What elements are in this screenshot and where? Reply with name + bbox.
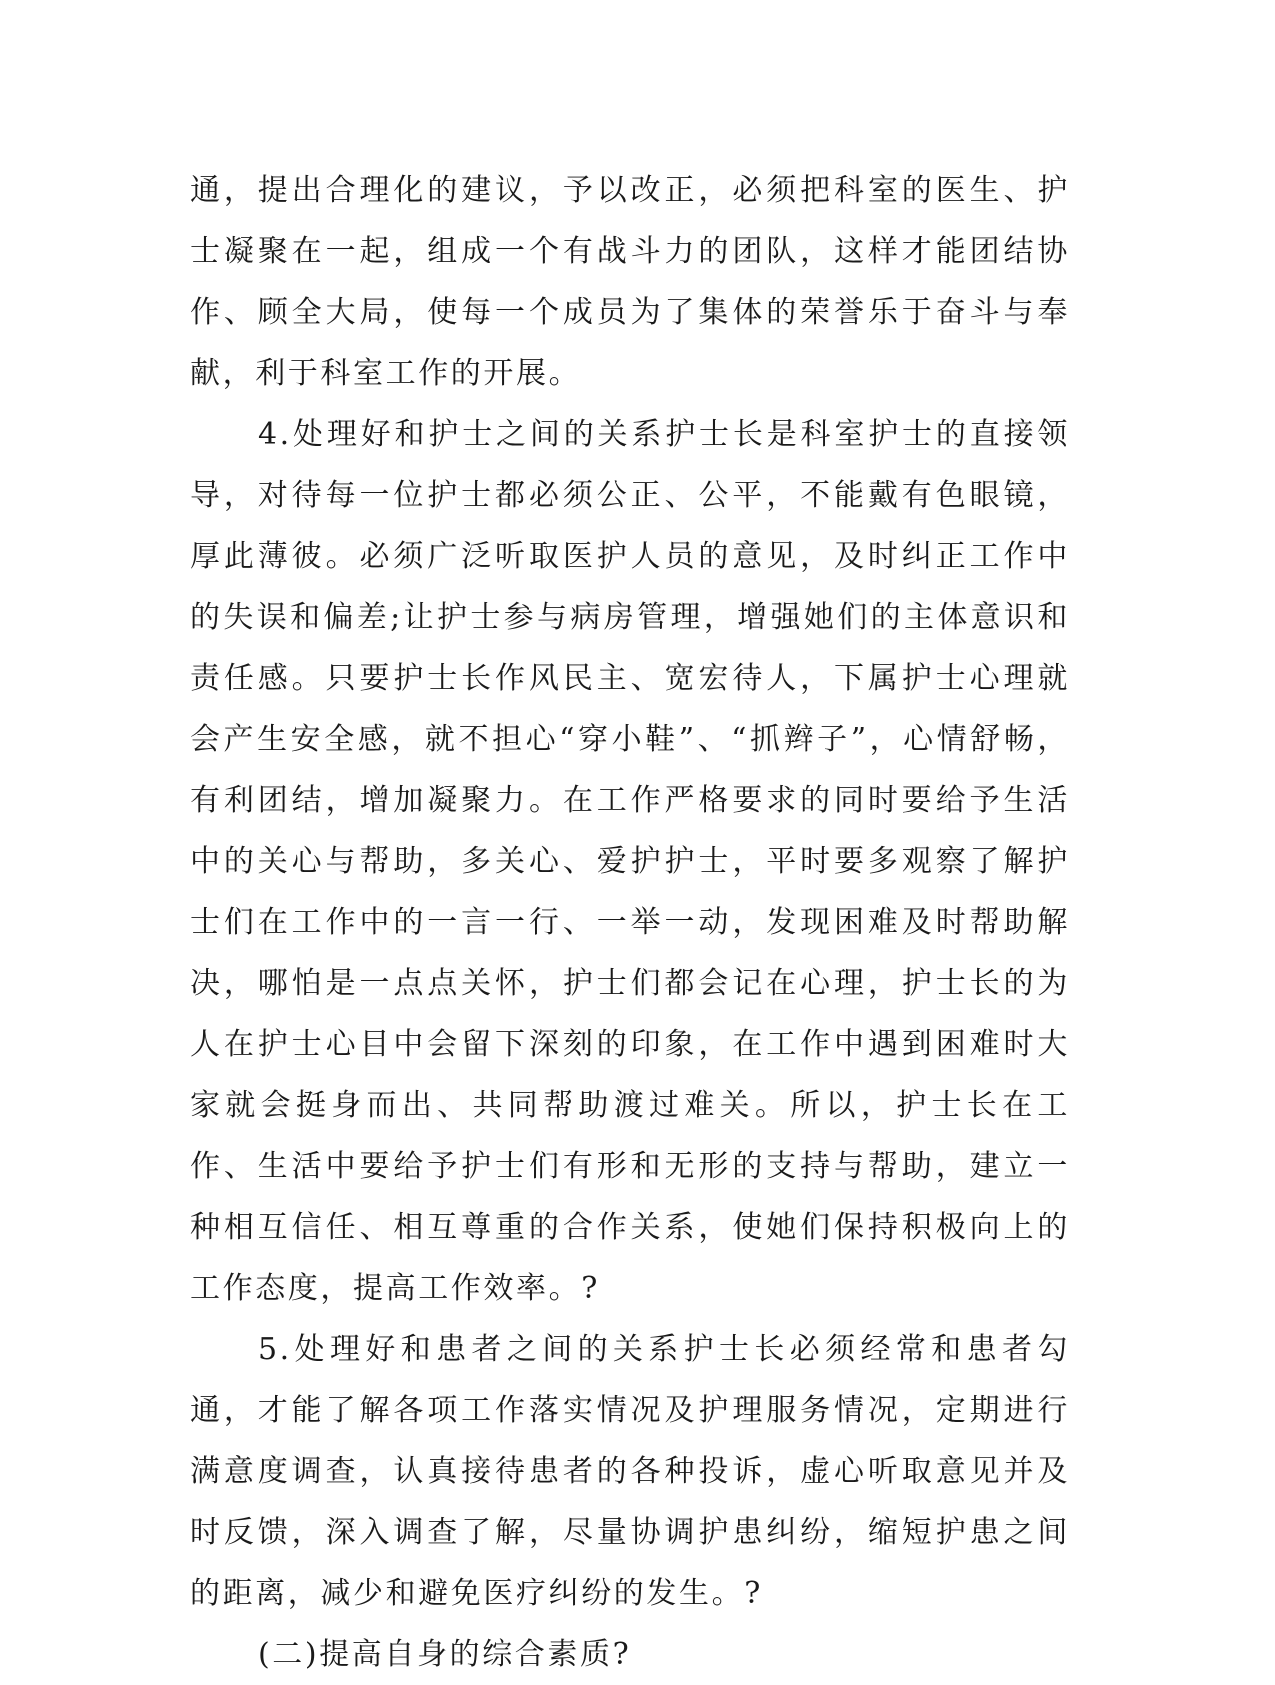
document-body [190,160,1070,1685]
paragraph-nurse-relations: 4.处理好和护士之间的关系护士长是科室护士的直接领导，对待每一位护士都必须公正、公平，不能戴有色眼镜，厚此薄彼。必须广泛听取医护人员的意见，及时纠正工作中的失误和偏差;让护士参与病房管理，增强她们的主体意识和责任感。只要护士长作风民主、宽宏待人，下属护士心理就会产生安全感，就不担心“穿小鞋”、“抓辫子”，心情舒畅，有利团结，增加凝聚力。在工作严格要求的同时要给予生活中的关心与帮助，多关心、爱护护士，平时要多观察了解护士们在工作中的一言一行、一举一动，发现困难及时帮助解决，哪怕是一点点关怀，护士们都会记在心理，护士长的为人在护士心目中会留下深刻的印象，在工作中遇到困难时大家就会挺身而出、共同帮助渡过难关。所以，护士长在工作、生活中要给予护士们有形和无形的支持与帮助，建立一种相互信任、相互尊重的合作关系，使她们保持积极向上的工作态度，提高工作效率。? [190,417,1070,1306]
paragraph-patient-relations: 5.处理好和患者之间的关系护士长必须经常和患者勾通，才能了解各项工作落实情况及护理服务情况，定期进行满意度调查，认真接待患者的各种投诉，虚心听取意见并及时反馈，深入调查了解，尽量协调护患纠纷，缩短护患之间的距离，减少和避免医疗纠纷的发生。? [190,1332,1070,1611]
section-heading: (二)提高自身的综合素质? [258,1637,632,1672]
paragraph-continuation: 通，提出合理化的建议，予以改正，必须把科室的医生、护士凝聚在一起，组成一个有战斗力的团队，这样才能团结协作、顾全大局，使每一个成员为了集体的荣誉乐于奋斗与奉献，利于科室工作的开展。 [190,173,1070,391]
